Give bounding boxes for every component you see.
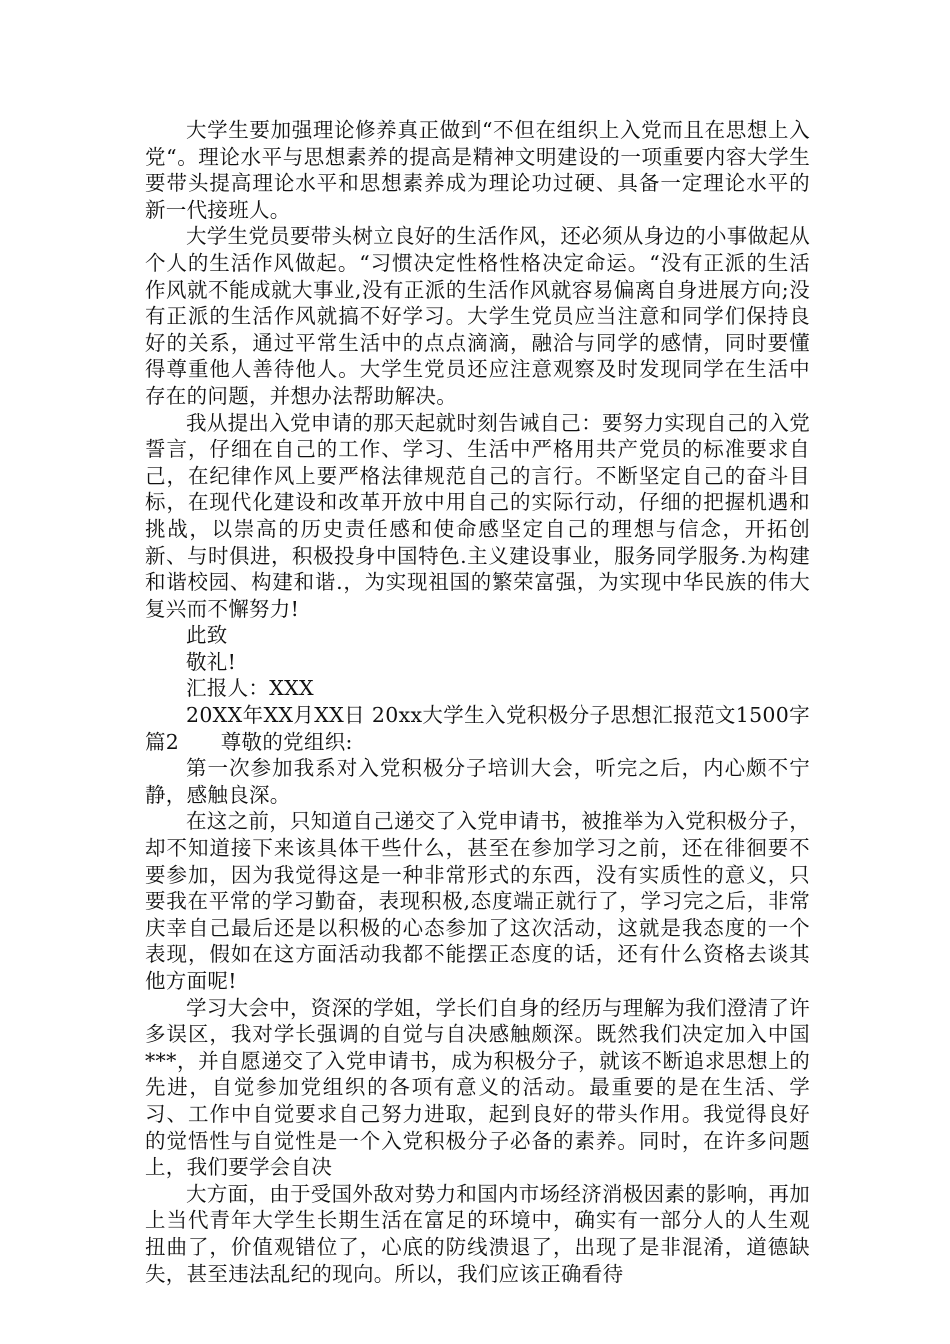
closing-salutation: 此致 <box>186 623 228 648</box>
paragraph-pledge: 我从提出入党申请的那天起就时刻告诫自己：要努力实现自己的入党誓言，仔细在自己的工作、学习、生活中严格用共产党员的标准要求自己，在纪律作风上要严格法律规范自己的言行。不断坚定自己的奋斗目标，在现代化建设和改革开放中用自己的实际行动，仔细的把握机遇和挑战，以崇高的历史责任感和使命感坚定自己的理想与信念，开拓创新、与时俱进，积极投身中国特色.主义建设事业，服务同学服务.为构建和谐校园、构建和谐.，为实现祖国的繁荣富强，为实现中华民族的伟大复兴而不懈努力! <box>145 410 810 621</box>
paragraph-lifestyle: 大学生党员要带头树立良好的生活作风，还必须从身边的小事做起从个人的生活作风做起。“习惯决定性格性格决定命运。“没有正派的生活作风就不能成就大事业,没有正派的生活作风就容易偏离自身进展方向;没有正派的生活作风就搞不好学习。大学生党员应当注意和同学们保持良好的关系，通过平常生活中的点点滴滴，融洽与同学的感情，同时要懂得尊重他人善待他人。大学生党员还应注意观察及时发现同学在生活中存在的问题，并想办法帮助解决。 <box>145 224 810 408</box>
paragraph-first-training: 第一次参加我系对入党积极分子培训大会，听完之后，内心颇不宁静，感触良深。 <box>145 756 810 807</box>
document-page <box>145 117 810 1287</box>
paragraph-theory: 大学生要加强理论修养真正做到“不但在组织上入党而且在思想上入党“。理论水平与思想素养的提高是精神文明建设的一项重要内容大学生要带头提高理论水平和思想素养成为理论功过硬、具备一定理论水平的新一代接班人。 <box>145 118 810 222</box>
closing-regards: 敬礼! <box>186 649 237 674</box>
reporter-line: 汇报人：XXX <box>186 676 314 701</box>
paragraph-study-meeting: 学习大会中，资深的学姐，学长们自身的经历与理解为我们澄清了许多误区，我对学长强调的自觉与自决感触颇深。既然我们决定加入中国***，并自愿递交了入党申请书，成为积极分子，就该不断追求思想上的先进，自觉参加党组织的各项有意义的活动。最重要的是在生活、学习、工作中自觉要求自己努力进取，起到良好的带头作用。我觉得良好的觉悟性与自觉性是一个入党积极分子必备的素养。同时，在许多问题上，我们要学会自决 <box>145 995 810 1180</box>
paragraph-before-training: 在这之前，只知道自己递交了入党申请书，被推举为入党积极分子，却不知道接下来该具体干些什么，甚至在参加学习之前，还在徘徊要不要参加，因为我觉得这是一种非常形式的东西，没有实质性的意义，只要我在平常的学习勤奋，表现积极,态度端正就行了，学习完之后，非常庆幸自己最后还是以积极的心态参加了这次活动，这就是我态度的一个表现，假如在这方面活动我都不能摆正态度的话，还有什么资格去谈其他方面呢! <box>145 809 810 993</box>
paragraph-big-picture: 大方面，由于受国外敌对势力和国内市场经济消极因素的影响，再加上当代青年大学生长期生活在富足的环境中，确实有一部分人的人生观扭曲了，价值观错位了，心底的防线溃退了，出现了是非混淆，道德缺失，甚至违法乱纪的现向。所以，我们应该正确看待 <box>145 1181 810 1286</box>
date-and-title-line: 20XX年XX月XX日 20xx大学生入党积极分子思想汇报范文1500字篇2 尊敬的党组织: <box>145 703 810 754</box>
